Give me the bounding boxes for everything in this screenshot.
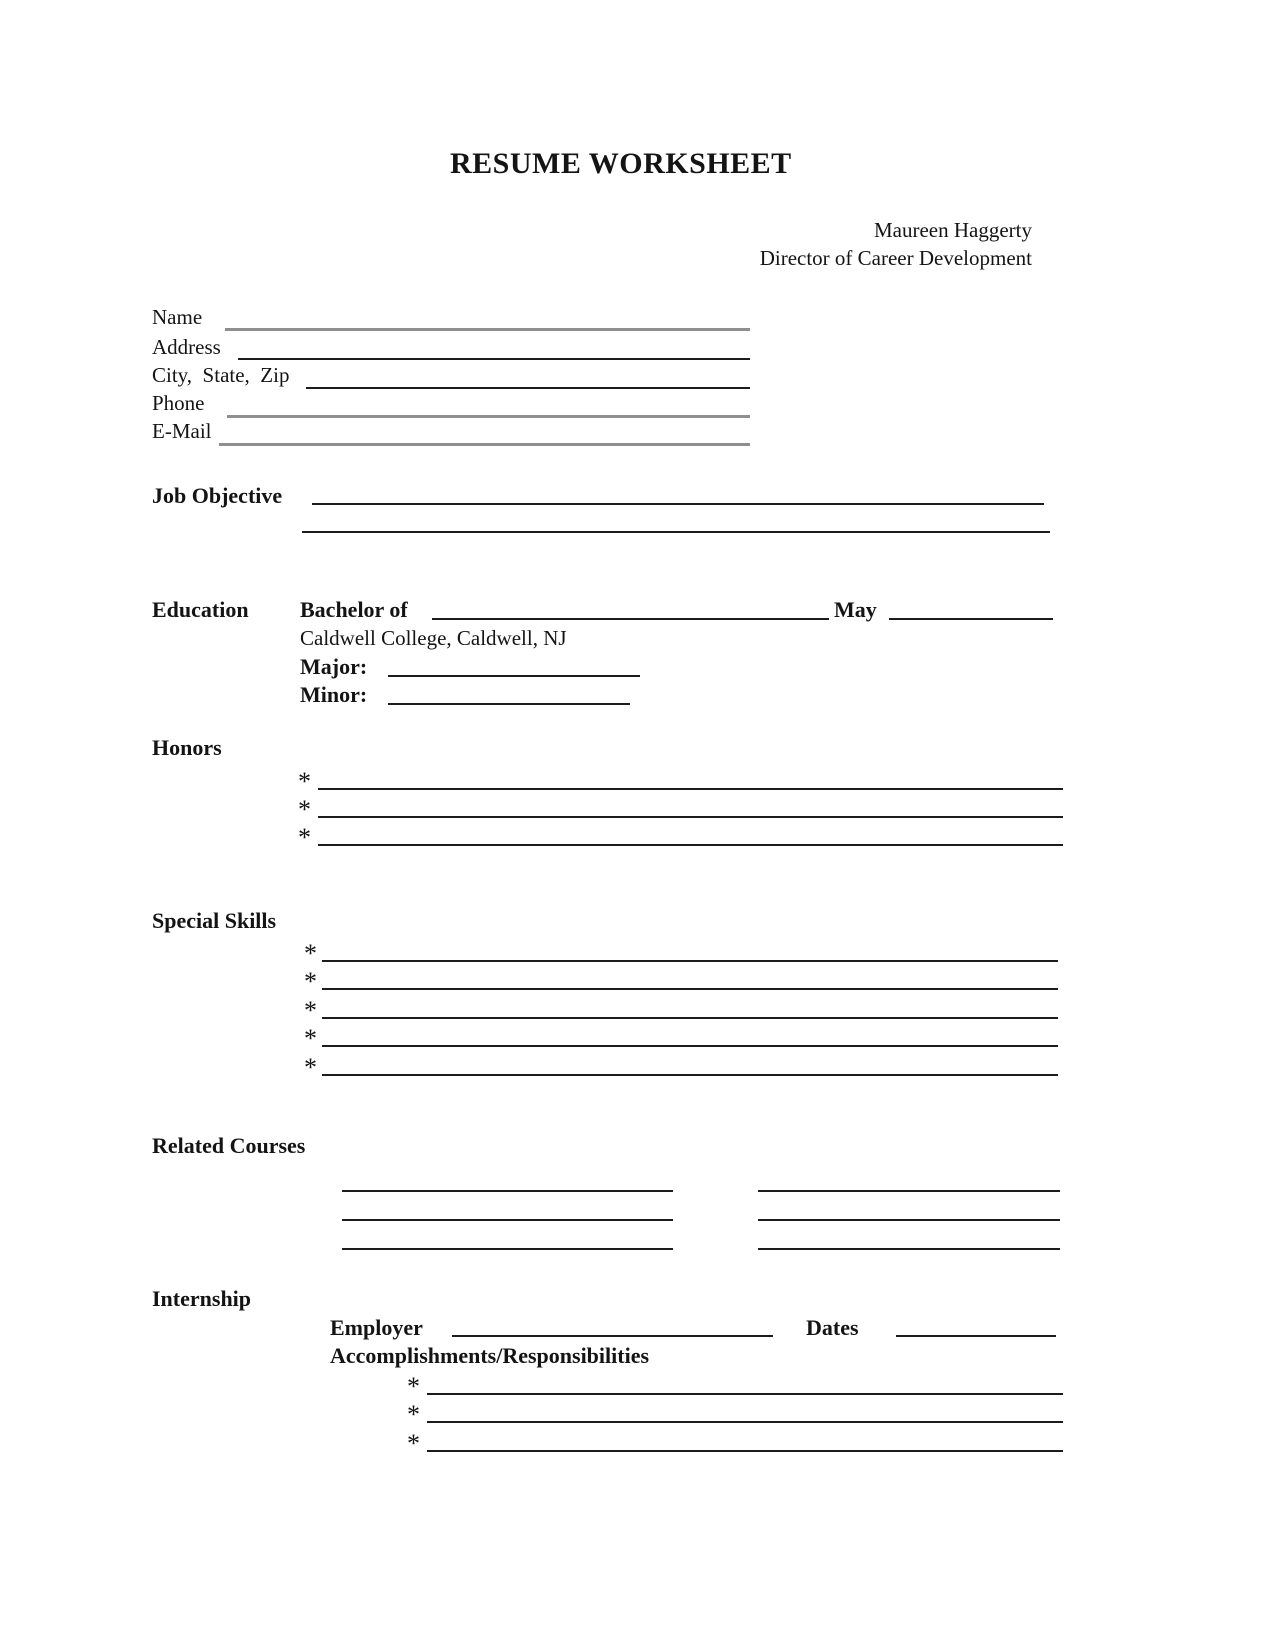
- bullet-asterisk: *: [304, 1024, 317, 1053]
- minor-blank-line: [388, 703, 630, 705]
- accomplishment-blank-line-2: [427, 1421, 1063, 1423]
- job-objective-line-1: [312, 503, 1044, 505]
- internship-label: Internship: [152, 1286, 252, 1311]
- city-state-zip-label: City, State, Zip: [152, 363, 290, 387]
- accomplishment-blank-line-1: [427, 1393, 1063, 1395]
- minor-label: Minor:: [300, 682, 368, 707]
- grad-year-blank-line: [889, 618, 1053, 620]
- honors-blank-line-1: [318, 788, 1063, 790]
- bullet-asterisk: *: [407, 1400, 420, 1429]
- course-blank-line-right-1: [758, 1190, 1060, 1192]
- accomplishments-label: Accomplishments/Responsibilities: [330, 1343, 650, 1368]
- employer-blank-line: [452, 1335, 773, 1337]
- bullet-asterisk: *: [304, 1053, 317, 1082]
- bullet-asterisk: *: [407, 1372, 420, 1401]
- honors-blank-line-3: [318, 844, 1063, 846]
- bullet-asterisk: *: [407, 1429, 420, 1458]
- skills-blank-line-5: [322, 1074, 1058, 1076]
- special-skills-label: Special Skills: [152, 908, 277, 933]
- related-courses-label: Related Courses: [152, 1133, 306, 1158]
- email-blank-line: [219, 443, 750, 446]
- bullet-asterisk: *: [298, 795, 311, 824]
- author-role: Director of Career Development: [759, 246, 1032, 270]
- education-label: Education: [152, 597, 249, 622]
- skills-blank-line-2: [322, 988, 1058, 990]
- job-objective-label: Job Objective: [152, 483, 283, 508]
- degree-prefix-label: Bachelor of: [300, 597, 408, 622]
- course-blank-line-left-3: [342, 1248, 673, 1250]
- bullet-asterisk: *: [298, 823, 311, 852]
- grad-month-label: May: [834, 597, 877, 622]
- course-blank-line-left-1: [342, 1190, 673, 1192]
- phone-label: Phone: [152, 391, 205, 415]
- accomplishment-blank-line-3: [427, 1450, 1063, 1452]
- employer-label: Employer: [330, 1315, 423, 1340]
- bullet-asterisk: *: [304, 939, 317, 968]
- name-blank-line: [225, 328, 750, 331]
- document-title: RESUME WORKSHEET: [450, 147, 792, 180]
- author-name: Maureen Haggerty: [873, 218, 1032, 242]
- honors-label: Honors: [152, 735, 222, 760]
- bullet-asterisk: *: [298, 767, 311, 796]
- dates-blank-line: [896, 1335, 1056, 1337]
- degree-blank-line: [432, 618, 829, 620]
- phone-blank-line: [227, 415, 750, 418]
- honors-blank-line-2: [318, 816, 1063, 818]
- school-name: Caldwell College, Caldwell, NJ: [300, 626, 567, 650]
- job-objective-line-2: [302, 531, 1050, 533]
- course-blank-line-left-2: [342, 1219, 673, 1221]
- address-label: Address: [152, 335, 221, 359]
- course-blank-line-right-3: [758, 1248, 1060, 1250]
- skills-blank-line-4: [322, 1045, 1058, 1047]
- course-blank-line-right-2: [758, 1219, 1060, 1221]
- dates-label: Dates: [806, 1315, 859, 1340]
- city-state-zip-blank-line: [306, 387, 750, 389]
- major-label: Major:: [300, 654, 368, 679]
- name-label: Name: [152, 305, 203, 329]
- major-blank-line: [388, 675, 640, 677]
- skills-blank-line-1: [322, 960, 1058, 962]
- bullet-asterisk: *: [304, 967, 317, 996]
- address-blank-line: [238, 358, 750, 360]
- bullet-asterisk: *: [304, 996, 317, 1025]
- skills-blank-line-3: [322, 1017, 1058, 1019]
- email-label: E-Mail: [152, 419, 212, 443]
